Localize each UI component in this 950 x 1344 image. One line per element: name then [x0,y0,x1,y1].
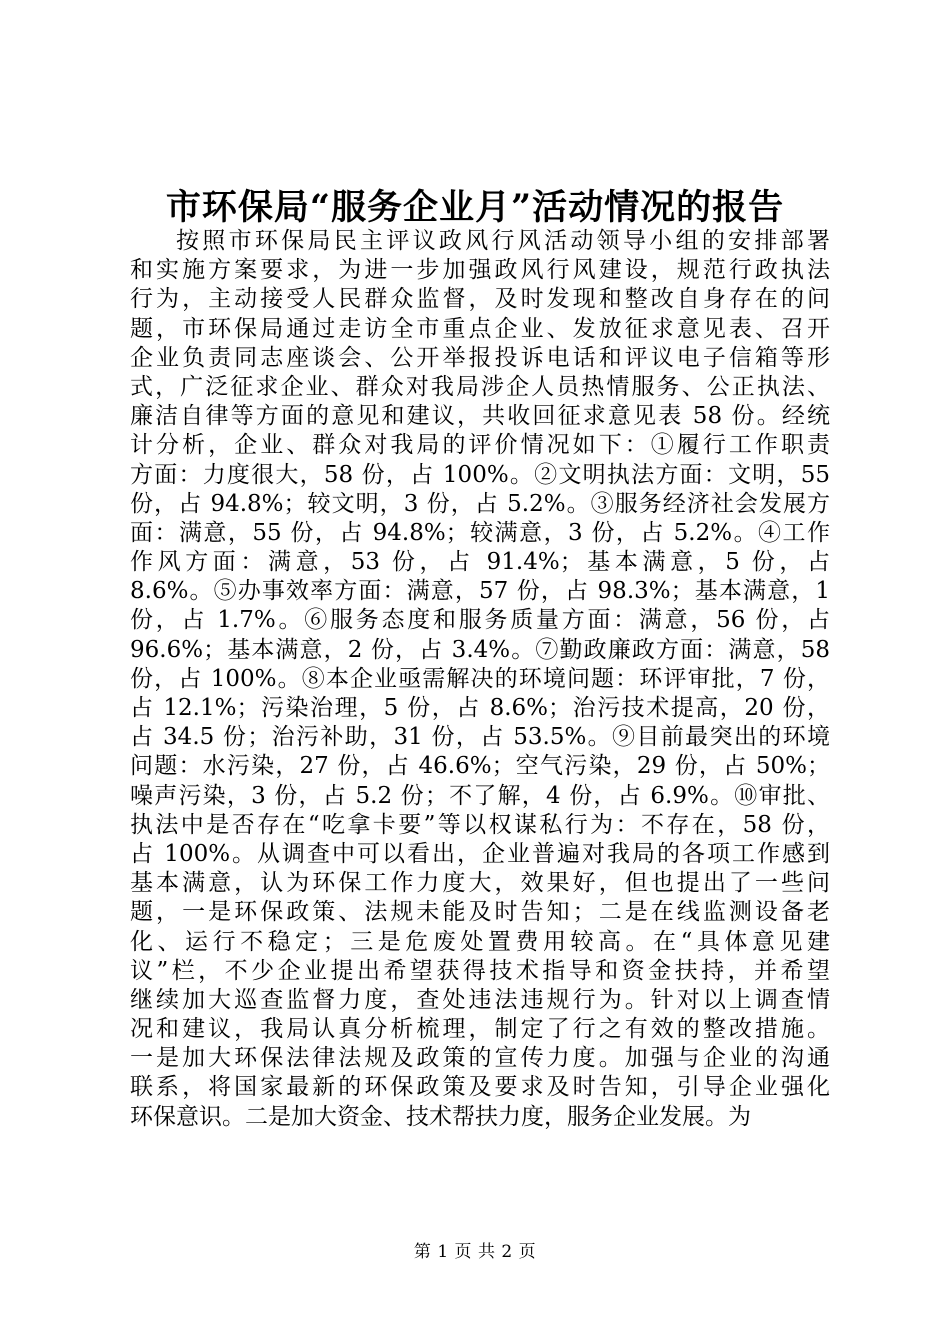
body-line: 一是加大环保法律法规及政策的宣传力度。加强与企业的沟通 [130,1045,830,1072]
body-line: 面：满意，55 份，占 94.8%；较满意，3 份，占 5.2%。④工作 [130,519,830,546]
body-line: 噪声污染，3 份，占 5.2 份；不了解，4 份，占 6.9%。⑩审批、 [130,782,830,809]
body-line: 计分析，企业、群众对我局的评价情况如下：①履行工作职责 [130,432,830,459]
body-line: 和实施方案要求，为进一步加强政风行风建设，规范行政执法 [130,257,830,284]
body-line: 联系，将国家最新的环保政策及要求及时告知，引导企业强化 [130,1074,830,1101]
body-line: 作风方面：满意，53 份，占 91.4%；基本满意，5 份，占 [130,549,830,576]
body-line: 基本满意，认为环保工作力度大，效果好，但也提出了一些问 [130,870,830,897]
body-line: 题，市环保局通过走访全市重点企业、发放征求意见表、召开 [130,315,830,342]
body-line: 占 100%。从调查中可以看出，企业普遍对我局的各项工作感到 [130,840,830,867]
body-line: 环保意识。二是加大资金、技术帮扶力度，服务企业发展。为 [130,1103,751,1130]
body-line: 份，占 100%。⑧本企业亟需解决的环境问题：环评审批，7 份， [130,665,830,692]
body-line: 廉洁自律等方面的意见和建议，共收回征求意见表 58 份。经统 [130,403,830,430]
body-line: 8.6%。⑤办事效率方面：满意，57 份，占 98.3%；基本满意，1 [130,578,830,605]
body-line: 方面：力度很大，58 份，占 100%。②文明执法方面：文明，55 [130,461,830,488]
body-line: 份，占 94.8%；较文明，3 份，占 5.2%。③服务经济社会发展方 [130,490,830,517]
body-line: 行为，主动接受人民群众监督，及时发现和整改自身存在的问 [130,286,830,313]
body-line: 执法中是否存在“吃拿卡要”等以权谋私行为：不存在，58 份， [130,811,830,838]
body-line: 继续加大巡查监督力度，查处违法违规行为。针对以上调查情 [130,986,830,1013]
body-paragraph [130,227,830,1132]
document-title: 市环保局“服务企业月”活动情况的报告 [165,187,785,228]
body-line: 况和建议，我局认真分析梳理，制定了行之有效的整改措施。 [130,1016,830,1043]
body-line: 96.6%；基本满意，2 份，占 3.4%。⑦勤政廉政方面：满意，58 [130,636,830,663]
body-line: 式，广泛征求企业、群众对我局涉企人员热情服务、公正执法、 [130,373,830,400]
body-line: 议”栏，不少企业提出希望获得技术指导和资金扶持，并希望 [130,957,830,984]
page-footer: 第 1 页 共 2 页 [413,1242,537,1262]
body-line: 占 12.1%；污染治理，5 份，占 8.6%；治污技术提高，20 份， [130,695,830,721]
body-line: 占 34.5 份；治污补助，31 份，占 53.5%。⑨目前最突出的环境 [130,724,830,751]
body-line: 按照市环保局民主评议政风行风活动领导小组的安排部署 [176,228,830,254]
body-line: 问题：水污染，27 份，占 46.6%；空气污染，29 份，占 50%； [130,753,830,780]
body-line: 份，占 1.7%。⑥服务态度和服务质量方面：满意，56 份，占 [130,607,830,634]
body-line: 企业负责同志座谈会、公开举报投诉电话和评议电子信箱等形 [130,344,830,371]
body-line: 题，一是环保政策、法规未能及时告知；二是在线监测设备老 [130,899,830,926]
body-line: 化、运行不稳定；三是危废处置费用较高。在“具体意见建 [130,928,830,955]
